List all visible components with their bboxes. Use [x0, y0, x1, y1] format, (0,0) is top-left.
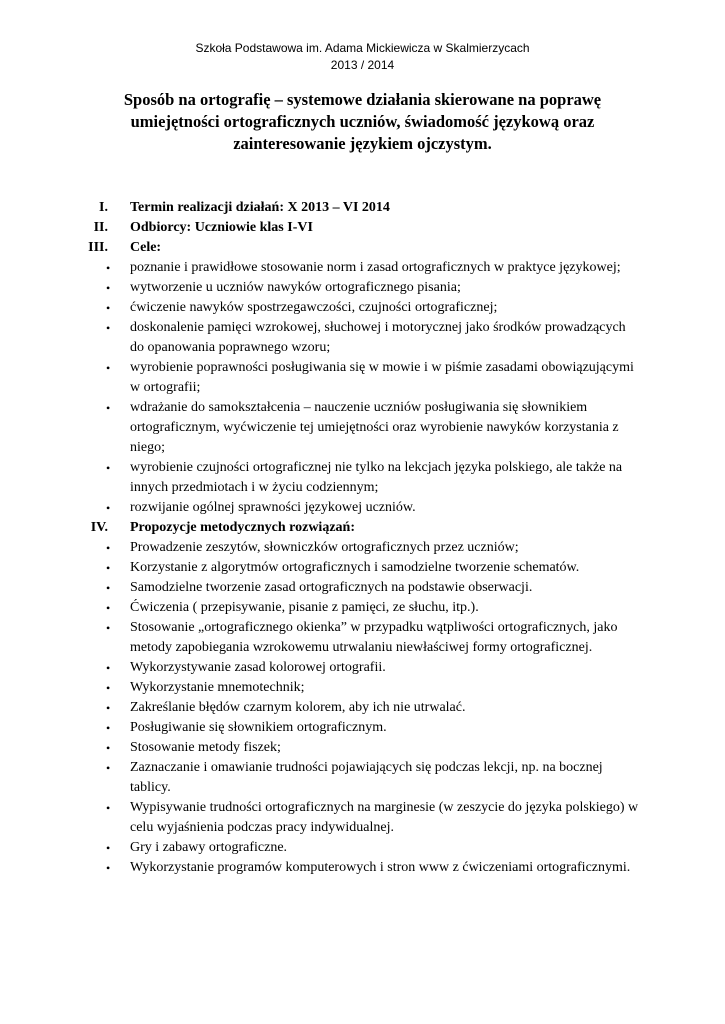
list-item-text: Ćwiczenia ( przepisywanie, pisanie z pamięci, ze słuchu, itp.). [130, 600, 479, 615]
list-item-text: Korzystanie z algorytmów ortograficznych i samodzielne tworzenie schematów. [130, 560, 580, 575]
list-item [0, 278, 725, 298]
list-item-text: Wykorzystanie programów komputerowych i stron www z ćwiczeniami ortograficznymi. [130, 860, 631, 875]
bullet-icon: • [106, 721, 111, 735]
bullet-list [0, 538, 725, 878]
section-numeral: III. [88, 240, 108, 255]
bullet-icon: • [106, 841, 111, 855]
list-item [0, 618, 725, 658]
list-item-text: Wykorzystywanie zasad kolorowej ortografii. [130, 660, 386, 675]
bullet-icon: • [106, 661, 111, 675]
section-numeral: II. [93, 220, 108, 235]
list-item [0, 558, 725, 578]
list-item-text: Stosowanie „ortograficznego okienka” w przypadku wątpliwości ortograficznych, jako metody zapobiegania wzrokowemu utrwalaniu niewłaściwej formy ortograficznej. [130, 620, 618, 655]
school-year: 2013 / 2014 [330, 58, 395, 72]
list-item-text: Zaznaczanie i omawianie trudności pojawiających się podczas lekcji, np. na bocznej tablicy. [130, 760, 603, 795]
list-item-text: wdrażanie do samokształcenia – nauczenie uczniów posługiwania się słownikiem ortograficznym, wyćwiczenie tej umiejętności oraz wyrobienie nawyków korzystania z niego; [130, 400, 619, 455]
list-item [0, 398, 725, 458]
section-title: Cele: [130, 240, 162, 255]
section-numeral: I. [99, 200, 108, 215]
bullet-icon: • [106, 301, 111, 315]
list-item-text: Samodzielne tworzenie zasad ortograficznych na podstawie obserwacji. [130, 580, 533, 595]
list-item [0, 658, 725, 678]
list-item [0, 598, 725, 618]
section-numeral: IV. [90, 520, 108, 535]
section-title: Propozycje metodycznych rozwiązań: [130, 520, 355, 535]
list-item [0, 678, 725, 698]
bullet-icon: • [106, 401, 111, 415]
list-item-text: rozwijanie ogólnej sprawności językowej uczniów. [130, 500, 416, 515]
list-item [0, 758, 725, 798]
bullet-icon: • [106, 701, 111, 715]
section-title: Termin realizacji działań: X 2013 – VI 2014 [130, 200, 390, 215]
section [0, 238, 725, 518]
list-item [0, 258, 725, 278]
bullet-icon: • [106, 501, 111, 515]
list-item [0, 458, 725, 498]
section [0, 218, 725, 238]
list-item-text: wyrobienie poprawności posługiwania się w mowie i w piśmie zasadami obowiązującymi w ortografii; [130, 360, 634, 395]
bullet-icon: • [106, 561, 111, 575]
list-item-text: wytworzenie u uczniów nawyków ortograficznego pisania; [130, 280, 461, 295]
list-item-text: Stosowanie metody fiszek; [130, 740, 281, 755]
school-name: Szkoła Podstawowa im. Adama Mickiewicza w Skalmierzycach [195, 41, 530, 55]
bullet-icon: • [106, 741, 111, 755]
list-item [0, 738, 725, 758]
section [0, 198, 725, 218]
page-header [0, 40, 725, 74]
list-item [0, 358, 725, 398]
list-item-text: wyrobienie czujności ortograficznej nie tylko na lekcjach języka polskiego, ale także na innych przedmiotach i w życiu codziennym; [130, 460, 623, 495]
list-item [0, 298, 725, 318]
bullet-icon: • [106, 261, 111, 275]
bullet-icon: • [106, 581, 111, 595]
section-heading [0, 218, 725, 238]
list-item [0, 578, 725, 598]
bullet-icon: • [106, 861, 111, 875]
list-item-text: Wykorzystanie mnemotechnik; [130, 680, 305, 695]
bullet-icon: • [106, 361, 111, 375]
list-item-text: Gry i zabawy ortograficzne. [130, 840, 288, 855]
section-heading [0, 198, 725, 218]
list-item-text: ćwiczenie nawyków spostrzegawczości, czujności ortograficznej; [130, 300, 498, 315]
bullet-icon: • [106, 541, 111, 555]
list-item-text: Posługiwanie się słownikiem ortograficznym. [130, 720, 387, 735]
list-item [0, 698, 725, 718]
list-item [0, 538, 725, 558]
section-heading [0, 518, 725, 538]
list-item-text: Prowadzenie zeszytów, słowniczków ortograficznych przez uczniów; [130, 540, 519, 555]
section-title: Odbiorcy: Uczniowie klas I-VI [130, 220, 313, 235]
bullet-icon: • [106, 461, 111, 475]
bullet-icon: • [106, 761, 111, 775]
bullet-icon: • [106, 621, 111, 635]
bullet-icon: • [106, 281, 111, 295]
list-item-text: poznanie i prawidłowe stosowanie norm i zasad ortograficznych w praktyce językowej; [130, 260, 621, 275]
bullet-list [0, 258, 725, 518]
document-title: Sposób na ortografię – systemowe działania skierowane na poprawę umiejętności ortograficznych uczniów, świadomość językową oraz zainteresowanie językiem ojczystym. [123, 90, 602, 153]
list-item-text: Zakreślanie błędów czarnym kolorem, aby ich nie utrwalać. [130, 700, 466, 715]
list-item [0, 498, 725, 518]
bullet-icon: • [106, 601, 111, 615]
bullet-icon: • [106, 321, 111, 335]
list-item [0, 798, 725, 838]
list-item-text: Wypisywanie trudności ortograficznych na marginesie (w zeszycie do języka polskiego) w celu wyjaśnienia podczas pracy indywidualnej. [130, 800, 639, 835]
section-heading [0, 238, 725, 258]
list-item [0, 718, 725, 738]
bullet-icon: • [106, 681, 111, 695]
bullet-icon: • [106, 801, 111, 815]
list-item [0, 318, 725, 358]
list-item [0, 858, 725, 878]
list-item-text: doskonalenie pamięci wzrokowej, słuchowej i motorycznej jako środków prowadzących do opanowania poprawnego wzoru; [130, 320, 626, 355]
list-item [0, 838, 725, 858]
document-body [0, 198, 725, 878]
section [0, 518, 725, 878]
